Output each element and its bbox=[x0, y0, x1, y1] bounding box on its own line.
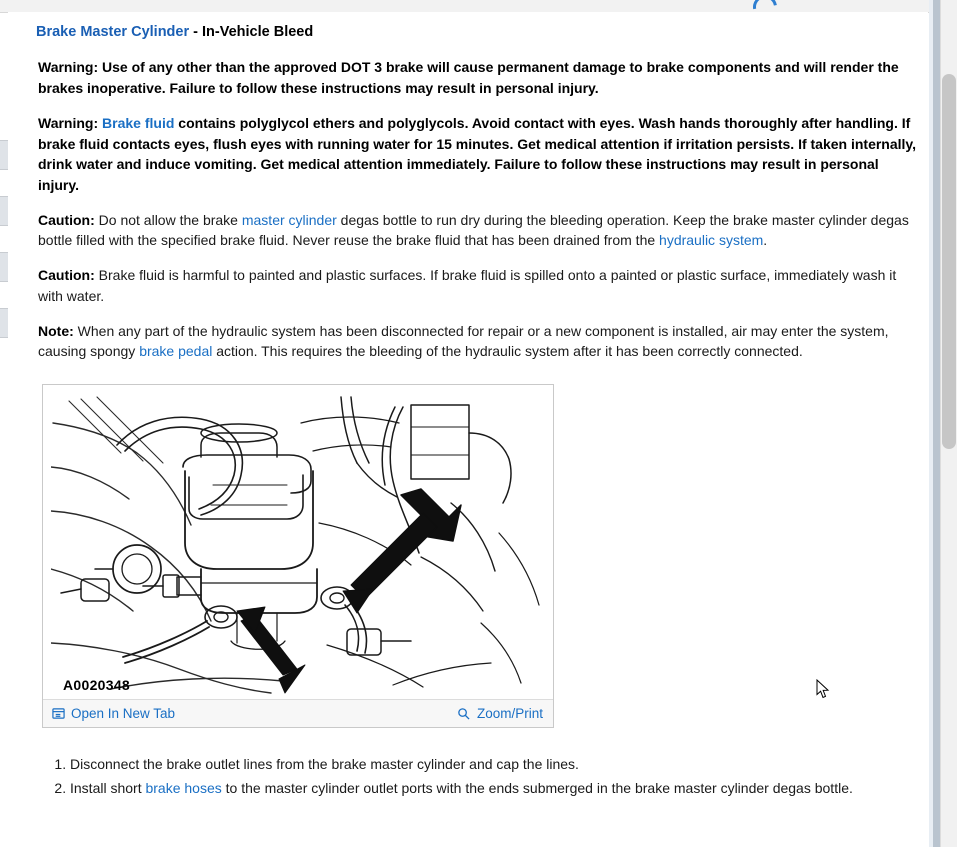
step-2-text-a: Install short bbox=[70, 779, 146, 796]
external-window-icon bbox=[51, 707, 65, 721]
open-in-new-tab-label: Open In New Tab bbox=[71, 706, 176, 722]
open-in-new-tab-button[interactable] bbox=[51, 706, 175, 721]
vertical-scrollbar[interactable] bbox=[940, 0, 957, 847]
caution-degas-paragraph bbox=[36, 210, 918, 251]
caution-painted-paragraph bbox=[36, 265, 918, 306]
link-brake-fluid[interactable]: Brake fluid bbox=[102, 114, 175, 131]
list-item bbox=[70, 754, 918, 776]
caution-label: Caution: bbox=[38, 211, 95, 228]
caution-degas-text-a: Do not allow the brake bbox=[94, 211, 242, 228]
note-text-a: When any part of the hydraulic system has been disconnected for repair or a new component is installed, air may enter the system, causing spongy bbox=[38, 322, 889, 360]
note-hydraulic-paragraph bbox=[36, 321, 918, 362]
link-brake-pedal[interactable]: brake pedal bbox=[139, 343, 213, 360]
link-hydraulic-system[interactable]: hydraulic system bbox=[659, 232, 764, 249]
document-viewport bbox=[8, 12, 928, 847]
step-2-text-b: to the master cylinder outlet ports with the ends submerged in the brake master cylinder degas bottle. bbox=[221, 779, 853, 796]
warning-label: Warning: bbox=[38, 114, 99, 131]
warning-dot3-text: Use of any other than the approved DOT 3 brake will cause permanent damage to brake components and will render the brakes inoperative. Failure to follow these instructions may result in personal injury. bbox=[38, 59, 899, 97]
note-text-b: action. This requires the bleeding of the hydraulic system after it has been correctly connected. bbox=[212, 343, 803, 360]
caution-painted-text: Brake fluid is harmful to painted and plastic surfaces. If brake fluid is spilled onto a painted or plastic surface, immediately wash it with water. bbox=[38, 267, 897, 304]
warning-label: Warning: bbox=[38, 59, 99, 76]
page-title bbox=[36, 24, 918, 41]
vertical-scrollbar-thumb[interactable] bbox=[942, 74, 956, 449]
procedure-step-list bbox=[36, 754, 918, 799]
list-item bbox=[70, 778, 918, 800]
warning-brake-fluid-paragraph bbox=[36, 113, 918, 196]
title-suffix: - In-Vehicle Bleed bbox=[189, 24, 314, 40]
figure-toolbar bbox=[43, 699, 553, 727]
note-label: Note: bbox=[38, 322, 74, 339]
step-1-text: Disconnect the brake outlet lines from the brake master cylinder and cap the lines. bbox=[70, 756, 579, 773]
figure-code: A0020348 bbox=[63, 677, 131, 694]
figure-illustration[interactable] bbox=[51, 393, 545, 699]
zoom-print-button[interactable] bbox=[457, 706, 543, 721]
caution-degas-text-c: . bbox=[763, 232, 768, 249]
brake-master-cylinder-diagram bbox=[51, 393, 545, 699]
warning-brake-fluid-text: contains polyglycol ethers and polyglycols. Avoid contact with eyes. Wash hands thoroughly after handling. If brake fluid contacts eyes, flush eyes with running water for 15 minutes. Get medical attention if irritation persists. If taken internally, drink water and induce vomiting. Get medical attention immediately. Failure to follow these instructions may result in personal injury. bbox=[38, 114, 917, 193]
zoom-print-label: Zoom/Print bbox=[476, 706, 543, 722]
warning-dot3-paragraph bbox=[36, 57, 918, 98]
caution-degas-text-b: degas bottle to run dry during the bleeding operation. Keep the brake master cylinder degas bottle filled with the specified brake fluid. Never reuse the brake fluid that has been drained from the bbox=[38, 211, 909, 249]
left-window-edge bbox=[0, 0, 8, 847]
link-brake-hoses[interactable]: brake hoses bbox=[145, 779, 222, 796]
link-master-cylinder[interactable]: master cylinder bbox=[241, 211, 337, 228]
title-link-brake-master-cylinder[interactable]: Brake Master Cylinder bbox=[36, 24, 190, 40]
caution-label: Caution: bbox=[38, 267, 95, 284]
magnifier-icon bbox=[457, 707, 471, 721]
figure-panel bbox=[42, 384, 554, 728]
